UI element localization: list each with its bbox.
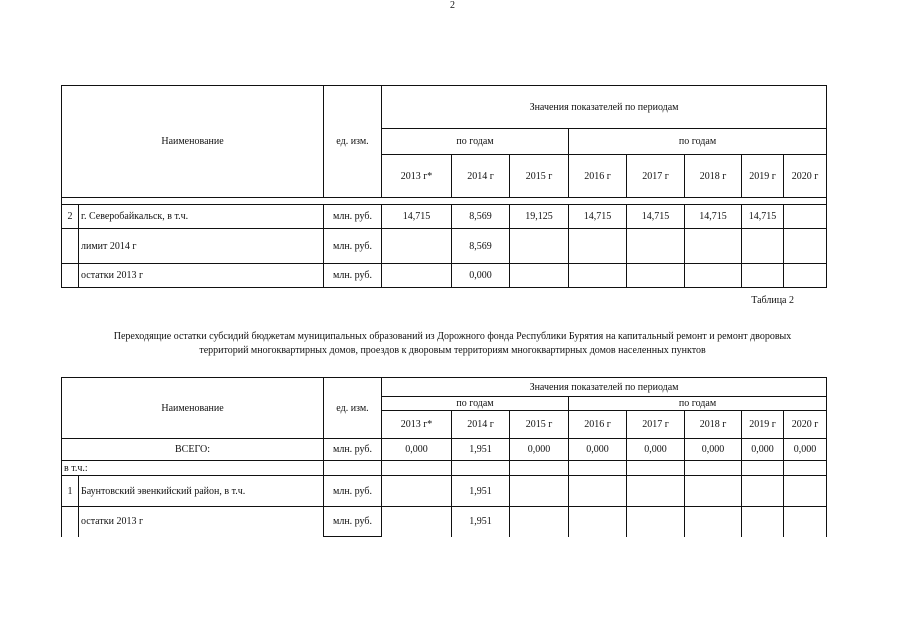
header-year: 2017 г (627, 411, 685, 439)
cell-value (742, 264, 784, 288)
table-title-line-1: Переходящие остатки субсидий бюджетам муниципальных образований из Дорожного фонда Республики Бурятия на капитальный ремонт и ремонт дворовых (113, 331, 792, 342)
cell-value (685, 476, 742, 507)
cell-value (627, 229, 685, 264)
cell-value (627, 507, 685, 537)
cell-value: 19,125 (510, 205, 569, 229)
cell-value (685, 507, 742, 537)
header-year: 2020 г (784, 155, 827, 198)
cell-value (382, 264, 452, 288)
cell-value: 0,000 (510, 439, 569, 461)
row-unit: млн. руб. (324, 476, 382, 507)
cell-value (627, 264, 685, 288)
cell-value: 14,715 (569, 205, 627, 229)
header-year: 2018 г (685, 411, 742, 439)
total-name: ВСЕГО: (62, 439, 324, 461)
cell-value: 0,000 (382, 439, 452, 461)
cell-value (784, 229, 827, 264)
header-name: Наименование (62, 378, 324, 439)
header-name: Наименование (62, 86, 324, 198)
header-by-years-1: по годам (382, 397, 569, 411)
including-row (62, 461, 827, 476)
row-unit: млн. руб. (324, 264, 382, 288)
header-year: 2018 г (685, 155, 742, 198)
row-unit: млн. руб. (324, 507, 382, 537)
row-unit: млн. руб. (324, 205, 382, 229)
cell-value: 0,000 (742, 439, 784, 461)
cell-value (569, 476, 627, 507)
cell-value (742, 476, 784, 507)
cell-value (784, 264, 827, 288)
cell-value: 8,569 (452, 229, 510, 264)
table-row (62, 507, 827, 537)
header-year: 2014 г (452, 155, 510, 198)
cell-value: 8,569 (452, 205, 510, 229)
header-year: 2019 г (742, 155, 784, 198)
header-year: 2017 г (627, 155, 685, 198)
cell-value (510, 264, 569, 288)
cell-value (510, 476, 569, 507)
row-number (62, 229, 79, 264)
row-name: остатки 2013 г (79, 264, 324, 288)
cell-value (382, 229, 452, 264)
header-year: 2015 г (510, 411, 569, 439)
cell-value (685, 264, 742, 288)
total-row (62, 439, 827, 461)
cell-value (685, 229, 742, 264)
row-name: остатки 2013 г (79, 507, 324, 537)
cell-value (742, 229, 784, 264)
header-by-years-1: по годам (382, 129, 569, 155)
cell-value: 14,715 (382, 205, 452, 229)
cell-value: 1,951 (452, 507, 510, 537)
cell-value (742, 507, 784, 537)
table-label: Таблица 2 (751, 295, 794, 306)
cell-value (784, 205, 827, 229)
cell-value (569, 507, 627, 537)
header-periods: Значения показателей по периодам (382, 378, 827, 397)
table-row (62, 264, 827, 288)
header-unit: ед. изм. (324, 378, 382, 439)
cell-value: 0,000 (784, 439, 827, 461)
cell-value: 14,715 (742, 205, 784, 229)
header-by-years-2: по годам (569, 397, 827, 411)
header-year: 2013 г* (382, 411, 452, 439)
cell-value: 0,000 (685, 439, 742, 461)
cell-value (569, 264, 627, 288)
row-number: 1 (62, 476, 79, 507)
header-year: 2020 г (784, 411, 827, 439)
cell-value (510, 507, 569, 537)
cell-value: 1,951 (452, 439, 510, 461)
cell-value (569, 229, 627, 264)
table-row (62, 476, 827, 507)
row-number (62, 264, 79, 288)
cell-value (784, 476, 827, 507)
table-row (62, 205, 827, 229)
cell-value (382, 476, 452, 507)
header-year: 2014 г (452, 411, 510, 439)
row-name: г. Северобайкальск, в т.ч. (79, 205, 324, 229)
header-year: 2013 г* (382, 155, 452, 198)
cell-value (382, 507, 452, 537)
cell-value: 0,000 (452, 264, 510, 288)
cell-value: 0,000 (569, 439, 627, 461)
cell-value: 0,000 (627, 439, 685, 461)
row-name: лимит 2014 г (79, 229, 324, 264)
header-by-years-2: по годам (569, 129, 827, 155)
table-title-line-2: территорий многоквартирных домов, проездов к дворовым территориям многоквартирных домов населенных пунктов (199, 345, 706, 356)
table-1 (61, 85, 827, 288)
header-year: 2016 г (569, 155, 627, 198)
cell-value: 1,951 (452, 476, 510, 507)
cell-value: 14,715 (685, 205, 742, 229)
row-unit: млн. руб. (324, 439, 382, 461)
header-unit: ед. изм. (324, 86, 382, 198)
cell-value (627, 476, 685, 507)
header-year: 2019 г (742, 411, 784, 439)
header-periods: Значения показателей по периодам (382, 86, 827, 129)
cell-value (510, 229, 569, 264)
header-year: 2015 г (510, 155, 569, 198)
including-label: в т.ч.: (62, 461, 324, 476)
cell-value: 14,715 (627, 205, 685, 229)
cell-value (784, 507, 827, 537)
header-year: 2016 г (569, 411, 627, 439)
row-number: 2 (62, 205, 79, 229)
row-number (62, 507, 79, 537)
page-number: 2 (450, 0, 455, 11)
table-row (62, 229, 827, 264)
row-name: Баунтовский эвенкийский район, в т.ч. (79, 476, 324, 507)
table-2 (61, 377, 827, 537)
row-unit: млн. руб. (324, 229, 382, 264)
